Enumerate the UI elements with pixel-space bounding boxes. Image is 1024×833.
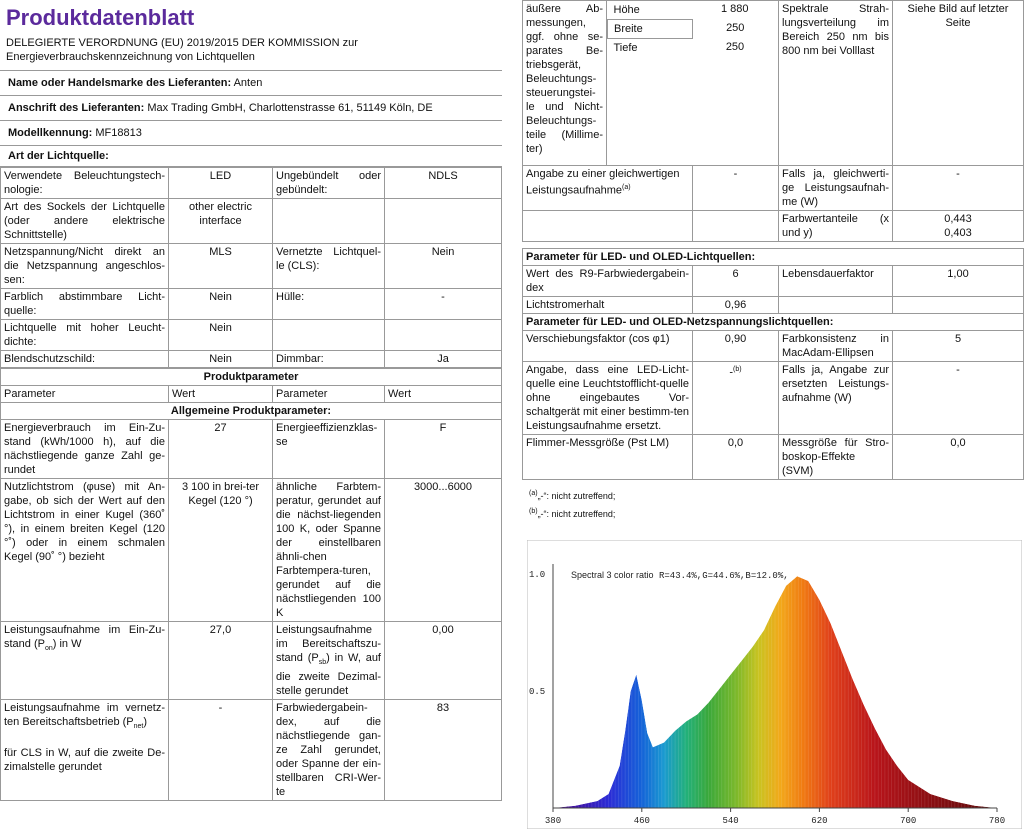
param-value: 0,0 xyxy=(893,435,1024,480)
cri-label: Farbwiedergabein-dex, auf die nächstliegende gan-ze Zahl gerundet, oder Spanne der ein-stellbaren CRI-Wer-te xyxy=(273,700,385,801)
general-params-header: Allgemeine Produktparameter: xyxy=(1,403,502,420)
param-label: Lebensdauerfaktor xyxy=(779,266,893,297)
col-header: Wert xyxy=(385,386,502,403)
footnote: $^{(a)}$„-“: nicht zutreffend; xyxy=(529,490,616,501)
param-label: Falls ja, Angabe zur ersetzten Leistungs-aufnahme (W) xyxy=(779,362,893,435)
param-value: - xyxy=(893,362,1024,435)
param-label: Dimmbar: xyxy=(273,351,385,368)
table-row xyxy=(523,331,1024,362)
param-label xyxy=(779,297,893,314)
y-tick-label: 0.5 xyxy=(529,687,546,697)
x-tick-label: 780 xyxy=(988,816,1006,826)
table-row xyxy=(1,320,502,351)
param-label: ähnliche Farbtem-peratur, gerundet auf die nächst-liegenden 100 K, oder Spanne der einstellbaren ähnli-chen Farbtempera-turen, gerundet auf die nächstliegenden 100 K xyxy=(273,479,385,622)
dim-key: Höhe xyxy=(613,4,640,16)
dim-value: 250 xyxy=(726,21,745,34)
table-row xyxy=(523,435,1024,480)
dim-value: 250 xyxy=(725,40,745,53)
params-table xyxy=(0,368,502,801)
param-label: Lichtstromerhalt xyxy=(523,297,693,314)
model-row xyxy=(0,120,502,145)
type-header: Art der Lichtquelle: xyxy=(0,145,502,167)
y-tick-label: 1.0 xyxy=(529,570,546,580)
table-row xyxy=(523,211,1024,242)
product-params-header: Produktparameter xyxy=(1,369,502,386)
table-row xyxy=(1,700,502,801)
spectral-label: Spektrale Strah-lungsverteilung im Bereich 250 nm bis 800 nm bei Volllast xyxy=(779,1,893,166)
param-value: Nein xyxy=(169,351,273,368)
param-value: 27 xyxy=(169,420,273,479)
param-value: 6 xyxy=(693,266,779,297)
param-value: 0,96 xyxy=(693,297,779,314)
led-header: Parameter für LED- und OLED-Lichtquellen: xyxy=(523,249,1024,266)
led-table xyxy=(522,248,1024,480)
param-label: Energieverbrauch im Ein-Zu-stand (kWh/1000 h), auf die nächstliegende ganze Zahl ge-rundet xyxy=(1,420,169,479)
chroma-label: Farbwertanteile (x und y) xyxy=(779,211,893,242)
param-label: Verschiebungsfaktor (cos φ1) xyxy=(523,331,693,362)
dim-key: Breite xyxy=(608,20,693,39)
table-row xyxy=(1,622,502,700)
spectrum-svg xyxy=(527,540,1022,829)
equiv-power-value: - xyxy=(893,166,1024,211)
equiv-value: - xyxy=(693,166,779,211)
param-label xyxy=(273,320,385,351)
param-value: 0,0 xyxy=(693,435,779,480)
net-standby-value: - xyxy=(169,700,273,801)
param-value xyxy=(385,320,502,351)
col-header: Parameter xyxy=(273,386,385,403)
spectrum-chart xyxy=(527,540,1022,829)
type-table xyxy=(0,167,502,368)
param-label: Blendschutzschild: xyxy=(1,351,169,368)
col-header-row xyxy=(1,386,502,403)
table-row xyxy=(523,1,1024,166)
address-value: Max Trading GmbH, Charlottenstrasse 61, 51149 Köln, DE xyxy=(147,102,433,114)
standby-label: Leistungsaufnahme im Bereitschaftszu-stand $(P_{sb})$ in W, auf die zweite Dezimal-stelle gerundet xyxy=(273,622,385,700)
table-row xyxy=(1,479,502,622)
cri-value: 83 xyxy=(385,700,502,801)
x-tick-label: 620 xyxy=(811,816,828,826)
chart-title: Spectral 3 color ratio xyxy=(571,570,654,580)
dims-values xyxy=(607,1,779,166)
param-label: Ungebündelt oder gebündelt: xyxy=(273,168,385,199)
table-row xyxy=(1,351,502,368)
col-header: Parameter xyxy=(1,386,169,403)
table-row xyxy=(1,289,502,320)
param-label: Hülle: xyxy=(273,289,385,320)
footnote: $^{(b)}$„-“: nicht zutreffend; xyxy=(529,508,616,519)
dim-value: 1 880 xyxy=(720,3,749,15)
standby-value: 0,00 xyxy=(385,622,502,700)
table-row xyxy=(523,266,1024,297)
param-value: Ja xyxy=(385,351,502,368)
table-row xyxy=(1,420,502,479)
param-value: Nein xyxy=(169,320,273,351)
table-row xyxy=(523,166,1024,211)
x-tick-label: 700 xyxy=(900,816,917,826)
equiv-label: Angabe zu einer gleichwertigen Leistungsaufnahme$^{(a)}$ xyxy=(523,166,693,211)
right-column xyxy=(522,0,1024,480)
param-label: Farblich abstimmbare Licht-quelle: xyxy=(1,289,169,320)
param-value: - xyxy=(385,289,502,320)
table-row xyxy=(523,362,1024,435)
param-value xyxy=(385,199,502,244)
param-value: F xyxy=(385,420,502,479)
power-on-label: Leistungsaufnahme im Ein-Zu-stand $(P_{on})$ in W xyxy=(1,622,169,700)
param-value: LED xyxy=(169,168,273,199)
supplier-name-value: Anten xyxy=(233,77,263,89)
page-title: Produktdatenblatt xyxy=(6,5,195,30)
param-label: Wert des R9-Farbwiedergabein-dex xyxy=(523,266,693,297)
param-label: Netzspannung/Nicht direkt an die Netzspannung angeschlos-sen: xyxy=(1,244,169,289)
table-row xyxy=(523,297,1024,314)
x-tick-label: 460 xyxy=(633,816,650,826)
table-row xyxy=(1,168,502,199)
param-value: 5 xyxy=(893,331,1024,362)
supplier-name-label: Name oder Handelsmarke des Lieferanten: xyxy=(8,77,232,89)
net-standby-label: Leistungsaufnahme im vernetz-ten Bereitschaftsbetrieb $(P_{net})$ für CLS in W, auf die zweite De-zimalstelle gerundet xyxy=(1,700,169,801)
param-value: Nein xyxy=(169,289,273,320)
param-label: Art des Sockels der Lichtquelle (oder andere elektrische Schnittstelle) xyxy=(1,199,169,244)
power-on-value: 27,0 xyxy=(169,622,273,700)
param-label xyxy=(273,199,385,244)
table-row xyxy=(1,244,502,289)
param-value: MLS xyxy=(169,244,273,289)
dims-inner xyxy=(607,1,778,57)
param-label: Verwendete Beleuchtungstech-nologie: xyxy=(1,168,169,199)
chroma-value: 0,443 0,403 xyxy=(893,211,1024,242)
col-header: Wert xyxy=(169,386,273,403)
param-label: Farbkonsistenz in MacAdam-Ellipsen xyxy=(779,331,893,362)
model-value: MF18813 xyxy=(95,127,142,139)
param-value: -$^{(b)}$ xyxy=(693,362,779,435)
param-value xyxy=(893,297,1024,314)
param-label: Angabe, dass eine LED-Licht-quelle eine Leuchtstofflicht-quelle ohne eingebautes Vor-schaltgerät mit einer bestimm-ten Leistungsaufnahme ersetzt. xyxy=(523,362,693,435)
param-label: Flimmer-Messgröße (Pst LM) xyxy=(523,435,693,480)
param-value: 3000...6000 xyxy=(385,479,502,622)
dim-key: Tiefe xyxy=(613,42,638,54)
param-value: 1,00 xyxy=(893,266,1024,297)
param-label: Messgröße für Stro-boskop-Effekte (SVM) xyxy=(779,435,893,480)
equiv-power-label: Falls ja, gleichwerti-ge Leistungsaufnah-me (W) xyxy=(779,166,893,211)
param-value: 3 100 in brei-ter Kegel (120 °) xyxy=(169,479,273,622)
param-value: Nein xyxy=(385,244,502,289)
x-tick-label: 380 xyxy=(544,816,562,826)
param-label: Vernetzte Lichtquel-le (CLS): xyxy=(273,244,385,289)
param-value: 0,90 xyxy=(693,331,779,362)
x-tick-label: 540 xyxy=(722,816,739,826)
param-label: Energieeffizienzklas-se xyxy=(273,420,385,479)
param-label: Lichtquelle mit hoher Leucht-dichte: xyxy=(1,320,169,351)
subtitle: DELEGIERTE VERORDNUNG (EU) 2019/2015 DER KOMMISSION zur Energieverbrauchskennzeichnung von Lichtquellen xyxy=(6,37,358,63)
spectral-value: Siehe Bild auf letzter Seite xyxy=(893,1,1024,166)
param-value: NDLS xyxy=(385,168,502,199)
dims-label: äußere Ab-messungen, ggf. ohne se-parates Be-triebsgerät, Beleuchtungs-steuerungstei-le und Nicht-Beleuchtungs-teile (Millime-ter) xyxy=(523,1,607,166)
left-column xyxy=(0,0,502,801)
dims-table xyxy=(522,0,1024,242)
param-value: other electric interface xyxy=(169,199,273,244)
model-label: Modellkennung: xyxy=(8,127,93,139)
footnotes xyxy=(529,486,615,522)
address-label: Anschrift des Lieferanten: xyxy=(8,102,145,114)
mains-header: Parameter für LED- und OLED-Netzspannungslichtquellen: xyxy=(523,314,1024,331)
chart-subtitle: R=43.4%,G=44.6%,B=12.0%, xyxy=(659,571,789,581)
table-row xyxy=(1,199,502,244)
param-label: Nutzlichtstrom (φuse) mit An-gabe, ob sich der Wert auf den Lichtstrom in einer Kugel (360˚ °), in einem breiten Kegel (120 °˚) oder in einem schmalen Kegel (90˚ °) bezieht xyxy=(1,479,169,622)
address-row xyxy=(0,95,502,120)
supplier-name-row xyxy=(0,70,502,95)
